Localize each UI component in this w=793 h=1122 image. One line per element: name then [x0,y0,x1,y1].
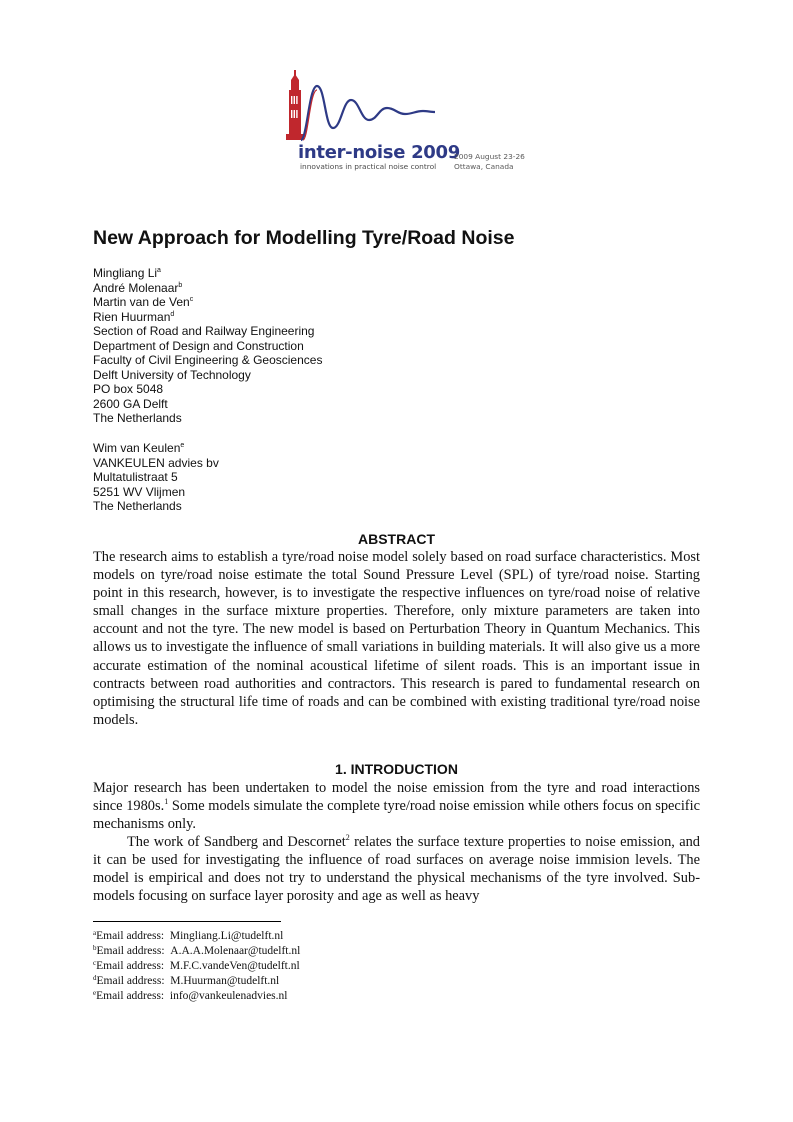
author-name: Rien Huurman$^d$ [93,309,175,324]
author-block [93,266,693,426]
affiliation-line: 2600 GA Delft [93,396,168,411]
footnote: $^c$Email address: M.F.C.vandeVen@tudelft.nl [93,959,300,972]
introduction-paragraph: Major research has been undertaken to model the noise emission from the tyre and road interactions since 1980s.$^1$ Some models simulate the complete tyre/road noise emission while others focus on specific mechanisms only. [93,780,700,833]
affiliation-line: Delft University of Technology [93,367,251,382]
affiliation-line: PO box 5048 [93,382,164,396]
email-link[interactable]: M.F.C.vandeVen@tudelft.nl [169,960,300,972]
paper-title: New Approach for Modelling Tyre/Road Noise [93,227,515,249]
email-link[interactable]: A.A.A.Molenaar@tudelft.nl [170,945,301,957]
affiliation-line: The Netherlands [93,411,182,425]
affiliation-line: Section of Road and Railway Engineering [93,324,315,338]
introduction-paragraph: The work of Sandberg and Descornet$^2$ relates the surface texture properties to noise emission, and it can be used for investigating the influence of road surfaces on average noise immision levels. The model is empirical and does not try to understand the physical mechanisms of the tyre involved. Sub-models focusing on surface layer porosity and age as well as heavy [93,833,700,905]
footnotes [93,929,300,1004]
affiliation-line: Multatulistraat 5 [93,470,178,484]
author-name: Wim van Keulen$^e$ [93,441,185,455]
footnote: $^b$Email address: A.A.A.Molenaar@tudelft.nl [93,944,301,957]
affiliation-line: Faculty of Civil Engineering & Geosciences [93,353,323,367]
author-name: Martin van de Ven$^c$ [93,295,194,309]
email-link[interactable]: M.Huurman@tudelft.nl [170,975,280,987]
email-link[interactable]: info@vankeulenadvies.nl [169,990,288,1002]
author-name: André Molenaar$^b$ [93,280,183,295]
conference-date: 2009 August 23-26 [454,152,525,161]
logo-subtitle: innovations in practical noise control [300,162,437,171]
footnote: $^a$Email address: Mingliang.Li@tudelft.nl [93,929,284,942]
footnote-divider [93,921,281,922]
affiliation-line: The Netherlands [93,499,182,513]
citation-ref: 1 [164,797,169,807]
logo-graphic-icon [281,66,531,146]
author-name: Mingliang Li$^a$ [93,266,161,280]
abstract-text: The research aims to establish a tyre/road noise model solely based on road surface characteristics. Most models on tyre/road noise estimate the total Sound Pressure Level (SPL) of tyre/road noise. Starting point in this research, however, is to investigate the respective influences on tyre/road noise of relative small changes in the surface mixture properties. Therefore, only mixture parameters are taken into account and not the tyre. The new model is based on Perturbation Theory in Quantum Mechanics. This allows us to investigate the influence of small variations in building materials. It will also give us a more accurate estimation of the nominal acoustical lifetime of silent roads. This is an important issue in contracts between road authorities and contractors. This research is pared to fundamental research on optimising the structural life time of roads and can be combined with existing traditional tyre/road noise models. [93,549,700,728]
footnote: $^d$Email address: M.Huurman@tudelft.nl [93,974,280,987]
abstract-heading: ABSTRACT [358,531,435,547]
introduction-heading: 1. INTRODUCTION [335,761,458,777]
conference-location: Ottawa, Canada [454,162,514,171]
footnote: $^e$Email address: info@vankeulenadvies.nl [93,989,288,1002]
logo-title: inter-noise 2009 [298,142,460,163]
affiliation-line: Department of Design and Construction [93,338,304,353]
affiliation-line: 5251 WV Vlijmen [93,484,186,499]
email-link[interactable]: Mingliang.Li@tudelft.nl [169,930,284,942]
affiliation-line: VANKEULEN advies bv [93,455,219,470]
author-block-2 [93,441,693,514]
conference-logo [281,66,531,186]
citation-ref: 2 [345,833,350,842]
